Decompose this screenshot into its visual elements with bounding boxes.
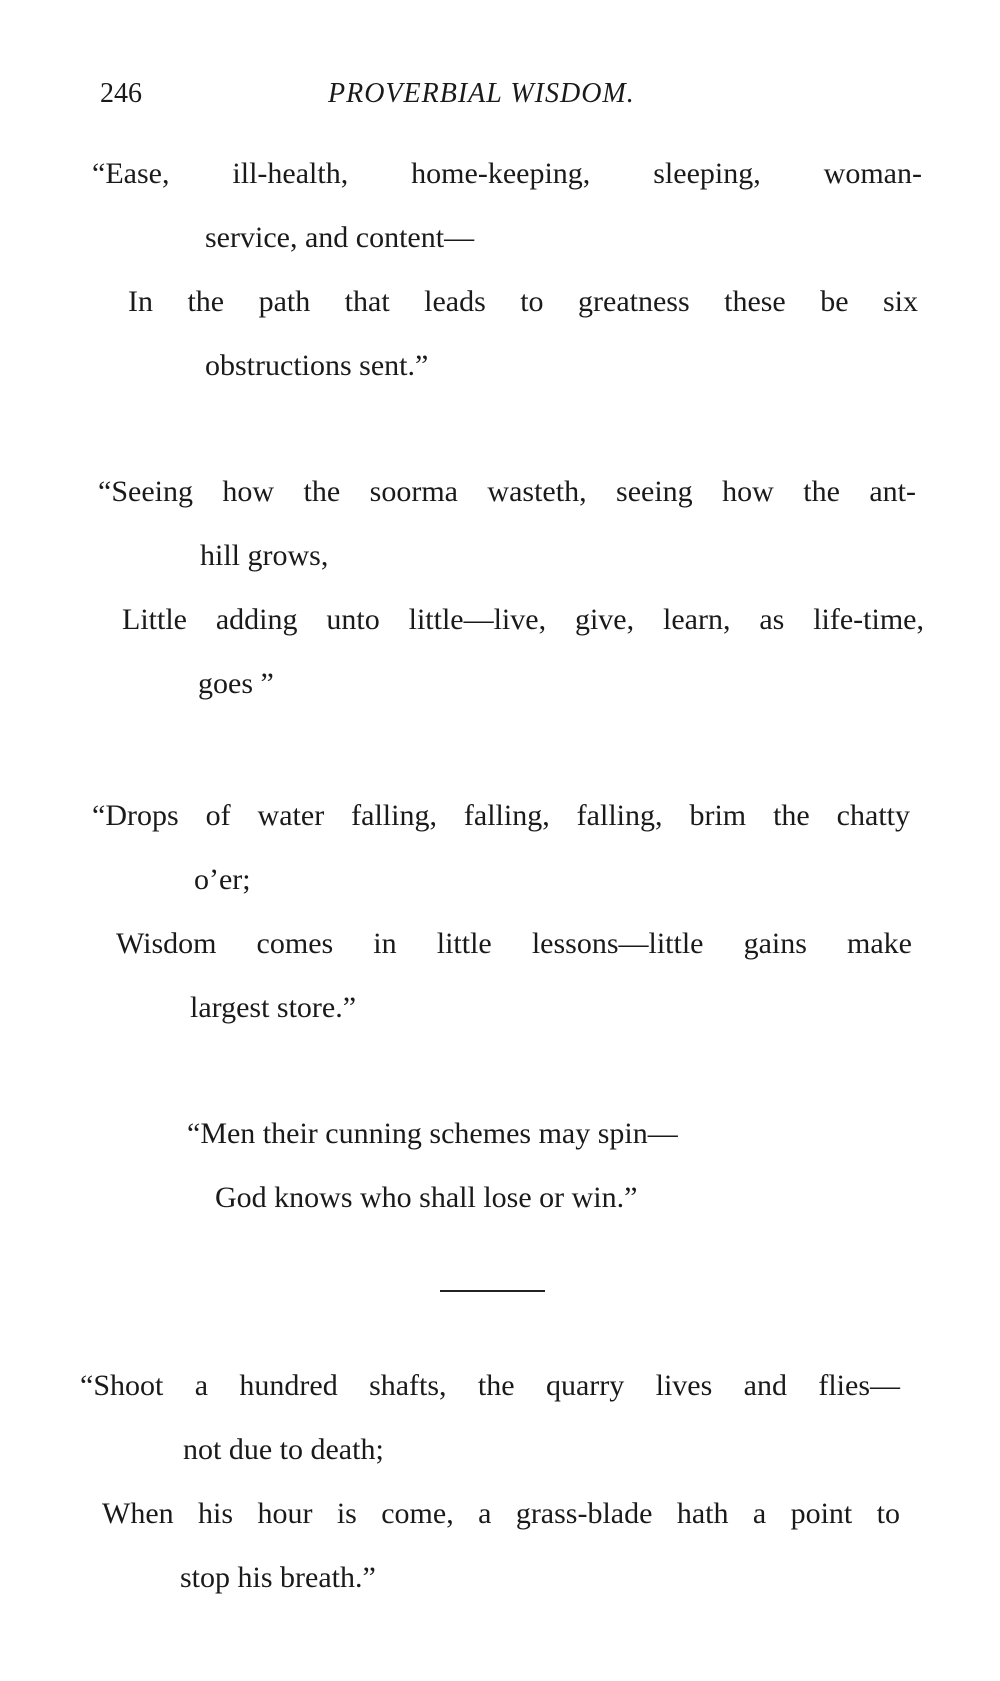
section-divider — [440, 1290, 545, 1292]
stanza-1-line-1: “Ease, ill-health, home-keeping, sleeping, woman- — [92, 157, 922, 190]
stanza-5-line-2: not due to death; — [183, 1433, 384, 1466]
running-title: PROVERBIAL WISDOM. — [328, 78, 635, 109]
stanza-1-line-4: obstructions sent.” — [205, 349, 429, 382]
stanza-3-line-1: “Drops of water falling, falling, falling, brim the chatty — [92, 799, 910, 832]
stanza-2-line-3: Little adding unto little—live, give, learn, as life-time, — [122, 603, 924, 636]
stanza-5-line-3: When his hour is come, a grass-blade hath a point to — [102, 1497, 900, 1530]
stanza-3-line-4: largest store.” — [190, 991, 357, 1024]
stanza-3-line-2: o’er; — [194, 863, 251, 896]
stanza-3-line-3: Wisdom comes in little lessons—little gains make — [116, 927, 912, 960]
stanza-2-line-1: “Seeing how the soorma wasteth, seeing how the ant- — [98, 475, 916, 508]
stanza-2-line-2: hill grows, — [200, 539, 329, 572]
stanza-4-line-2: God knows who shall lose or win.” — [215, 1181, 638, 1214]
stanza-2-line-4: goes ” — [198, 667, 274, 700]
page-number: 246 — [100, 78, 142, 109]
stanza-5-line-1: “Shoot a hundred shafts, the quarry lives and flies— — [80, 1369, 900, 1402]
stanza-1-line-2: service, and content— — [205, 221, 475, 254]
stanza-5-line-4: stop his breath.” — [180, 1561, 376, 1594]
stanza-4-line-1: “Men their cunning schemes may spin— — [187, 1117, 678, 1150]
page-header — [0, 78, 1000, 118]
stanza-1-line-3: In the path that leads to greatness these be six — [128, 285, 918, 318]
